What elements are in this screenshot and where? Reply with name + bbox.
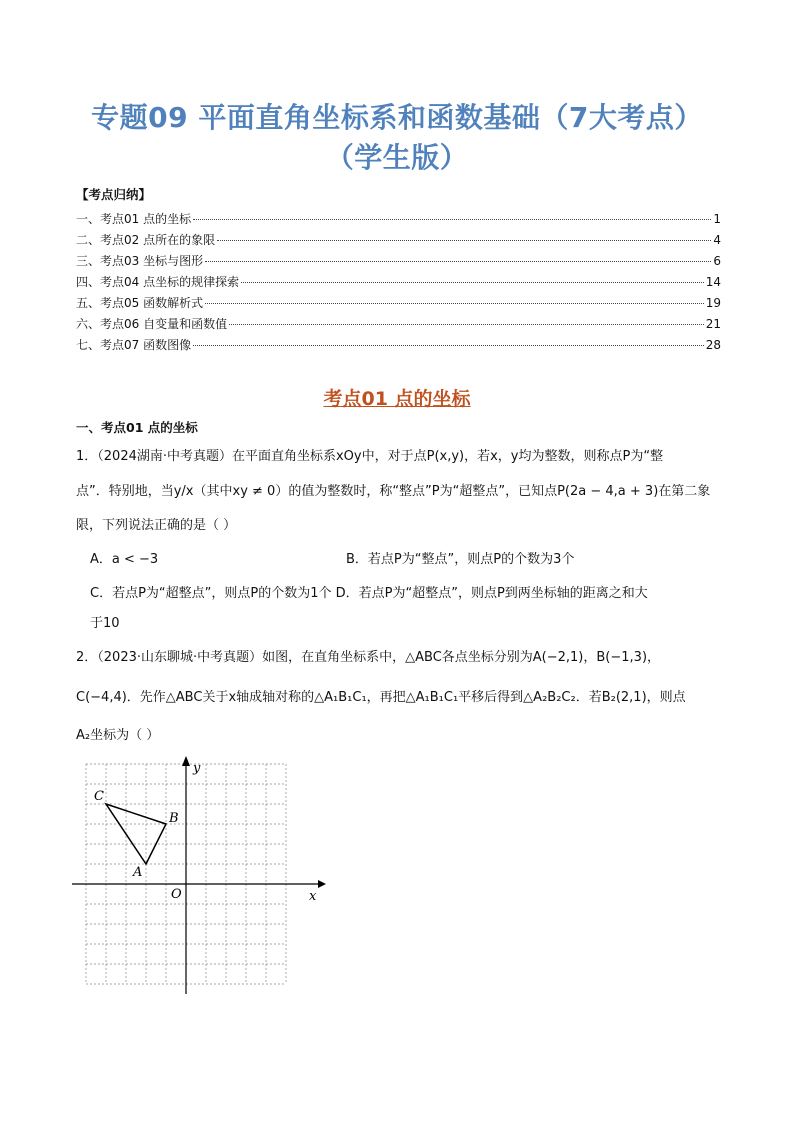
label-y: y [193,761,201,776]
toc-entry-page: 19 [705,296,721,310]
toc-leader [229,324,704,325]
q1-option-d-cont: 于10 [90,616,120,631]
label-a: A [133,865,143,880]
toc-leader [205,303,704,304]
toc-entry[interactable] [76,315,721,336]
toc-entry-page: 21 [705,317,721,331]
toc-entry[interactable] [76,210,721,231]
toc-entry-page: 28 [705,338,721,352]
doc-title: 专题09 平面直角坐标系和函数基础（7大考点） [91,101,703,134]
doc-subtitle: （学生版） [325,141,469,174]
x-axis-arrow [318,880,326,888]
coordinate-figure [66,752,336,1002]
toc-entry-page: 4 [713,233,721,247]
y-axis-arrow [182,756,190,766]
q1-text-line1: 1．（2024湖南·中考真题）在平面直角坐标系xOy中，对于点P(x,y)，若x，y均为整数，则称点P为“整 [76,449,664,464]
toc-entry-label: 一、考点01 点的坐标 [76,212,192,226]
toc-leader [241,282,704,283]
label-b: B [169,811,179,826]
toc-entry-label: 五、考点05 函数解析式 [76,296,204,310]
q1-text-line3: 限，下列说法正确的是（ ） [76,518,237,533]
toc-entry[interactable] [76,273,721,294]
triangle-abc [106,804,166,864]
label-x: x [309,889,317,904]
toc-entry[interactable] [76,294,721,315]
toc-leader [205,261,711,262]
toc-heading: 【考点归纳】 [76,187,152,202]
toc-entry[interactable] [76,336,721,357]
toc-entry-label: 四、考点04 点坐标的规律探索 [76,275,240,289]
q1-text-line2: 点”．特别地，当y/x（其中xy ≠ 0）的值为整数时，称“整点”P为“超整点”，已知点P(2a − 4,a + 3)在第二象 [76,484,711,499]
q2-text-line1: 2．（2023·山东聊城·中考真题）如图，在直角坐标系中，△ABC各点坐标分别为A(−2,1)，B(−1,3)， [76,650,661,665]
table-of-contents [76,210,721,357]
section-subheading: 一、考点01 点的坐标 [76,420,198,435]
toc-leader [217,240,711,241]
toc-entry-label: 二、考点02 点所在的象限 [76,233,216,247]
label-origin: O [171,887,182,902]
q2-text-line2: C(−4,4)．先作△ABC关于x轴成轴对称的△A₁B₁C₁，再把△A₁B₁C₁平移后得到△A₂B₂C₂．若B₂(2,1)，则点 [76,690,686,705]
q2-text-line3: A₂坐标为（ ） [76,728,160,743]
toc-entry-label: 六、考点06 自变量和函数值 [76,317,228,331]
q1-option-a: A．a < −3 [90,552,159,567]
toc-entry-page: 1 [713,212,721,226]
toc-leader [193,219,711,220]
section-heading: 考点01 点的坐标 [323,388,471,410]
q1-option-c-d: C．若点P为“超整点”，则点P的个数为1个 D．若点P为“超整点”，则点P到两坐标轴的距离之和大 [90,586,648,601]
q1-option-b: B．若点P为“整点”，则点P的个数为3个 [346,552,575,567]
toc-entry-label: 七、考点07 函数图像 [76,338,192,352]
toc-entry-page: 6 [713,254,721,268]
label-c: C [94,789,104,804]
toc-entry[interactable] [76,252,721,273]
toc-entry-label: 三、考点03 坐标与图形 [76,254,204,268]
toc-entry[interactable] [76,231,721,252]
toc-leader [193,345,704,346]
toc-entry-page: 14 [705,275,721,289]
